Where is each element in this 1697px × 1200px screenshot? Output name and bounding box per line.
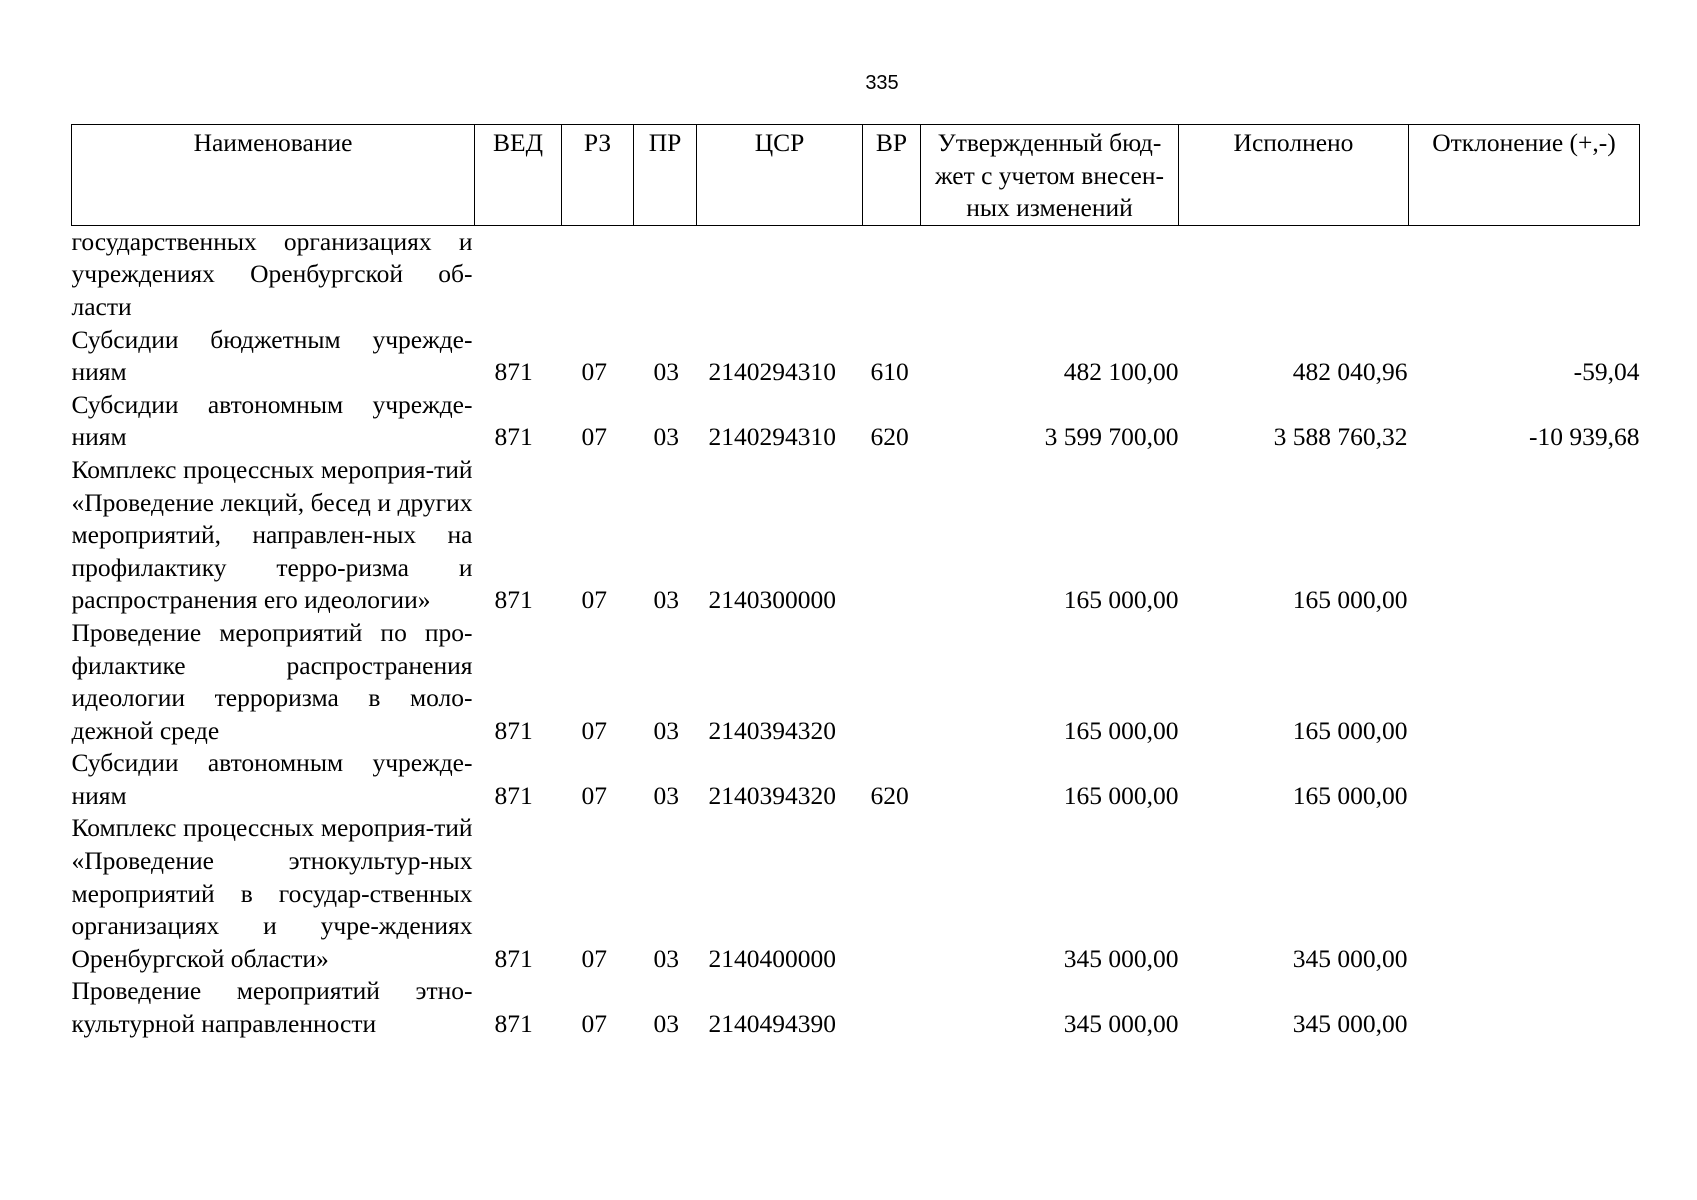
row-deviation: -10 939,68 xyxy=(1529,422,1640,452)
row-executed: 3 588 760,32 xyxy=(1273,422,1408,452)
row-approved: 482 100,00 xyxy=(1063,357,1179,387)
row-vr: 620 xyxy=(870,422,909,452)
row-ved: 871 xyxy=(494,422,533,452)
row-deviation xyxy=(1409,747,1640,812)
row-rz: 07 xyxy=(581,943,607,973)
row-pr: 03 xyxy=(653,780,679,810)
row-csr: 2140394320 xyxy=(708,715,836,745)
row-ved xyxy=(475,225,562,323)
row-pr: 03 xyxy=(653,943,679,973)
row-rz: 07 xyxy=(581,780,607,810)
row-pr: 03 xyxy=(653,1009,679,1039)
row-csr xyxy=(697,225,863,323)
row-ved: 871 xyxy=(494,715,533,745)
row-vr xyxy=(863,812,921,975)
row-approved: 165 000,00 xyxy=(1063,585,1179,615)
row-csr: 2140400000 xyxy=(708,943,836,973)
row-pr: 03 xyxy=(653,357,679,387)
row-name: Субсидии автономным учрежде-ниям xyxy=(71,389,473,452)
row-executed: 345 000,00 xyxy=(1292,943,1408,973)
row-csr: 2140294310 xyxy=(708,357,836,387)
row-executed: 165 000,00 xyxy=(1292,715,1408,745)
row-vr xyxy=(863,617,921,747)
row-rz: 07 xyxy=(581,585,607,615)
row-rz: 07 xyxy=(581,1009,607,1039)
row-approved: 165 000,00 xyxy=(1063,780,1179,810)
row-vr: 620 xyxy=(870,780,909,810)
header-csr: ЦСР xyxy=(697,125,863,226)
table-row xyxy=(72,454,1640,617)
header-name: Наименование xyxy=(72,125,475,226)
row-name: Проведение мероприятий по про-филактике распространения идеологии терроризма в моло-дежной среде xyxy=(71,617,473,745)
row-pr: 03 xyxy=(653,422,679,452)
row-ved: 871 xyxy=(494,780,533,810)
row-vr xyxy=(863,454,921,617)
row-ved: 871 xyxy=(494,943,533,973)
row-approved: 345 000,00 xyxy=(1063,1009,1179,1039)
header-ved: ВЕД xyxy=(475,125,562,226)
row-approved: 345 000,00 xyxy=(1063,943,1179,973)
row-name: Комплекс процессных мероприя-тий «Проведение этнокультур-ных мероприятий в государ-ственных организациях и учре-ждениях Оренбургской области» xyxy=(71,813,473,973)
table-header xyxy=(72,125,1640,226)
table-body xyxy=(72,225,1640,1040)
row-csr: 2140294310 xyxy=(708,422,836,452)
table-row xyxy=(72,225,1640,323)
row-ved: 871 xyxy=(494,357,533,387)
header-rz: РЗ xyxy=(562,125,634,226)
row-deviation xyxy=(1409,225,1640,323)
row-name: государственных организациях и учреждениях Оренбургской об-ласти xyxy=(71,226,473,321)
row-executed: 482 040,96 xyxy=(1292,357,1408,387)
row-rz: 07 xyxy=(581,357,607,387)
header-vr: ВР xyxy=(863,125,921,226)
row-executed: 345 000,00 xyxy=(1292,1009,1408,1039)
header-pr: ПР xyxy=(634,125,697,226)
row-executed: 165 000,00 xyxy=(1292,585,1408,615)
row-pr: 03 xyxy=(653,715,679,745)
row-deviation xyxy=(1409,454,1640,617)
row-approved: 165 000,00 xyxy=(1063,715,1179,745)
header-executed: Исполнено xyxy=(1179,125,1409,226)
row-name: Проведение мероприятий этно-культурной направленности xyxy=(71,976,473,1039)
row-executed xyxy=(1179,225,1409,323)
row-vr xyxy=(863,225,921,323)
table-row xyxy=(72,389,1640,454)
table-row xyxy=(72,324,1640,389)
budget-table xyxy=(71,124,1640,1041)
header-deviation: Отклонение (+,-) xyxy=(1409,125,1640,226)
row-name: Субсидии бюджетным учрежде-ниям xyxy=(71,324,473,387)
row-deviation xyxy=(1409,617,1640,747)
table-row xyxy=(72,617,1640,747)
row-pr: 03 xyxy=(653,585,679,615)
row-ved: 871 xyxy=(494,1009,533,1039)
row-csr: 2140494390 xyxy=(708,1009,836,1039)
row-ved: 871 xyxy=(494,585,533,615)
row-rz xyxy=(562,225,634,323)
row-vr xyxy=(863,975,921,1040)
row-rz: 07 xyxy=(581,422,607,452)
page-number: 335 xyxy=(865,72,899,94)
row-deviation xyxy=(1409,975,1640,1040)
table-row xyxy=(72,812,1640,975)
row-rz: 07 xyxy=(581,715,607,745)
row-pr xyxy=(634,225,697,323)
row-executed: 165 000,00 xyxy=(1292,780,1408,810)
row-vr: 610 xyxy=(870,357,909,387)
row-csr: 2140394320 xyxy=(708,780,836,810)
header-approved-budget: Утвержденный бюд-жет с учетом внесен-ных изменений xyxy=(921,125,1179,226)
table-row xyxy=(72,747,1640,812)
table-row xyxy=(72,975,1640,1040)
row-approved: 3 599 700,00 xyxy=(1044,422,1179,452)
row-approved xyxy=(921,225,1179,323)
row-csr: 2140300000 xyxy=(708,585,836,615)
row-deviation: -59,04 xyxy=(1573,357,1640,387)
row-deviation xyxy=(1409,812,1640,975)
row-name: Субсидии автономным учрежде-ниям xyxy=(71,748,473,810)
row-name: Комплекс процессных мероприя-тий «Проведение лекций, бесед и других мероприятий, направлен-ных на профилактику терро-ризма и распространения его идеологии» xyxy=(71,454,473,615)
